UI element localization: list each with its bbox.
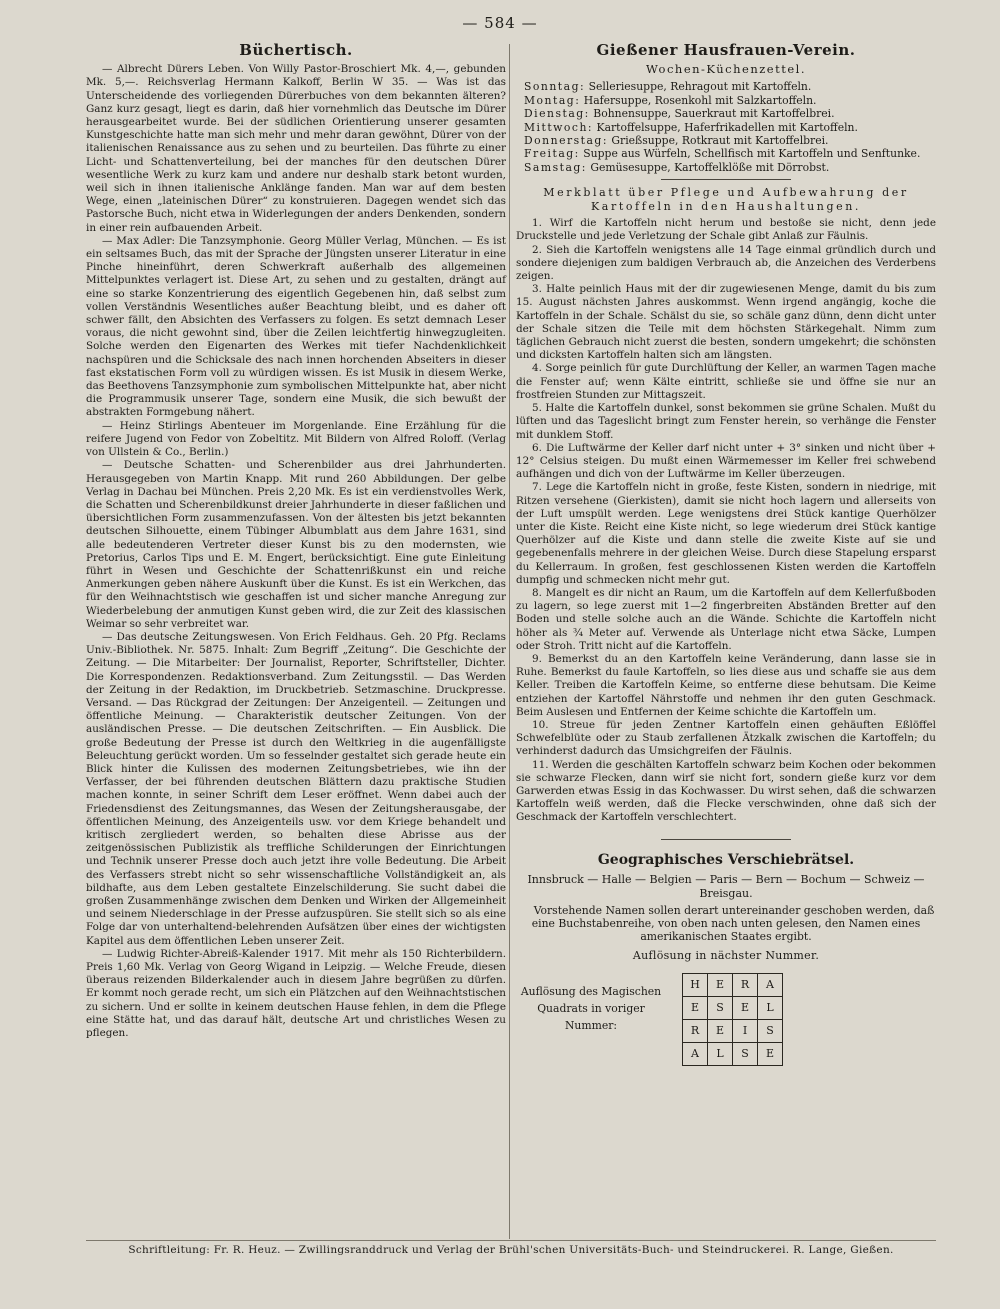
merkblatt-item: 4. Sorge peinlich für gute Durchlüftung der Keller, an warmen Tagen mache die Fenster auf; wenn Kälte eintritt, schließe sie und öffne sie nur an frostfreien Stunden zur Mittagszeit.	[516, 362, 936, 401]
square-cell: A	[683, 1042, 708, 1065]
square-cell: E	[708, 1019, 733, 1042]
merkblatt-item: 7. Lege die Kartoffeln nicht in große, feste Kisten, sondern in niedrige, mit Ritzen versehene (Gierkisten), damit sie nicht hoch lagern und allerseits von der Luft umspült werden. Lege wenigstens drei Stück kantige Querhölzer unter die Kiste. Reicht eine Kiste nicht, so lege wiederum drei Stück kantige Querhölzer auf die Kiste und dann stelle die zweite Kiste auf sie und gegebenenfalls mehrere in der gleichen Weise. Durch diese Stapelung ersparst du Kellerraum. In großen, fest geschlossenen Kisten werden die Kartoffeln dumpfig und schmecken nicht mehr gut.	[516, 481, 936, 586]
merkblatt-item: 6. Die Luftwärme der Keller darf nicht unter + 3° sinken und nicht über + 12° Celsius steigen. Du mußt einen Wärmemesser im Keller frei schwebend aufhängen und dich von der Luftwärme im Keller überzeugen.	[516, 441, 936, 481]
menu-line: Donnerstag: Grießsuppe, Rotkraut mit Kartoffelbrei.	[524, 134, 829, 148]
page-number: — 584 —	[462, 14, 538, 32]
geo-puzzle-title: Geographisches Verschiebrätsel.	[597, 851, 855, 868]
merkblatt-item: 3. Halte peinlich Haus mit der dir zugewiesenen Menge, damit du bis zum 15. August nächsten Jahres auskommst. Wenn irgend angängig, koche die Kartoffeln in der Schale. Schälst du sie, so schäle ganz dünn, denn dicht unter der Schale sitzen die Teile mit dem höchsten Stärkegehalt. Nimm zum täglichen Gebrauch nicht zuerst die besten, sondern umgekehrt; die schönsten und dicksten Kartoffeln halten sich am längsten.	[516, 283, 936, 362]
section-rule	[661, 839, 791, 840]
hausfrauen-verein-title: Gießener Hausfrauen-Verein.	[596, 41, 856, 59]
review-paragraph: — Albrecht Dürers Leben. Von Willy Pastor-Broschiert Mk. 4,—, gebunden Mk. 5,—. Reichsverlag Hermann Kalkoff, Berlin W 35. — Was ist das Unterscheidende des vorliegenden Dürerbuches von dem bekannten älteren? Ganz kurz gesagt, liegt es darin, daß hier vornehmlich das Deutsche im Dürer herausgearbeitet wurde. Bei der südlichen Orientierung unserer gesamten Kunstgeschichte hatte man sich mehr und mehr daran gewöhnt, Dürer von der italienischen Renaissance aus zu sehen und zu beurteilen. Das führte zu einer Licht- und Schattenverteilung, bei der manches für den deutschen Dürer wesentliche Werk zu kurz kam und andere nur deshalb stark betont wurden, weil sich in ihnen italienische Anklänge fanden. Man war auf dem besten Wege, einen „lateinischen Dürer“ zu konstruieren. Dagegen wendet sich das Pastorsche Buch, nicht etwa in Widerlegungen der anders Denkenden, sondern in einer rein aufbauenden Arbeit.	[86, 63, 506, 234]
square-cell: R	[733, 973, 758, 996]
menu-line: Samstag: Gemüsesuppe, Kartoffelklöße mit Dörrobst.	[524, 160, 830, 174]
square-row	[683, 1042, 783, 1065]
menu-line: Sonntag: Selleriesuppe, Rehragout mit Kartoffeln.	[524, 80, 812, 94]
menu-line: Montag: Hafersuppe, Rosenkohl mit Salzkartoffeln.	[524, 93, 817, 107]
magic-square	[682, 973, 783, 1066]
footer-rule	[86, 1240, 936, 1241]
square-cell: R	[683, 1019, 708, 1042]
square-cell: E	[683, 996, 708, 1019]
square-cell: S	[733, 1042, 758, 1065]
merkblatt-item: 10. Streue für jeden Zentner Kartoffeln einen gehäuften Eßlöffel Schwefelblüte oder zu Staub zerfallenen Ätzkalk zwischen die Kartoffeln; du verhinderst dadurch das Umsichgreifen der Fäulnis.	[516, 718, 936, 758]
buechertisch-title: Büchertisch.	[239, 41, 353, 59]
square-cell: H	[683, 973, 708, 996]
square-row	[683, 996, 783, 1019]
merkblatt-title: Merkblatt über Pflege und Aufbewahrung der Kartoffeln in den Haushaltungen.	[543, 186, 909, 213]
menu-line: Dienstag: Bohnensuppe, Sauerkraut mit Kartoffelbrei.	[524, 107, 835, 121]
review-paragraph: — Ludwig Richter-Abreiß-Kalender 1917. Mit mehr als 150 Richterbildern. Preis 1,60 Mk. Verlag von Georg Wigand in Leipzig. — Welche Freude, diesen überaus reizenden Bilderkalender auch in diesem Jahre begrüßen zu dürfen. Er kommt noch gerade recht, um sich ein Plätzchen auf den Weihnachtstischen zu sichern. Und er sollte in keinem deutschen Hause fehlen, in dem die Pflege eine Stätte hat, und das darauf hält, deutsche Art und christliches Wesen zu pflegen.	[86, 947, 506, 1040]
review-paragraph: — Heinz Stirlings Abenteuer im Morgenlande. Eine Erzählung für die reifere Jugend von Fedor von Zobeltitz. Mit Bildern von Alfred Roloff. (Verlag von Ullstein & Co., Berlin.)	[86, 419, 506, 459]
geo-puzzle-names: Innsbruck — Halle — Belgien — Paris — Bern — Bochum — Schweiz — Breisgau.	[527, 872, 925, 900]
menu-line: Mittwoch: Kartoffelsuppe, Haferfrikadellen mit Kartoffeln.	[524, 120, 858, 134]
square-cell: A	[758, 973, 783, 996]
merkblatt-item: 2. Sieh die Kartoffeln wenigstens alle 14 Tage einmal gründlich durch und sondere diejenigen zum baldigen Verbrauch ab, die Anzeichen des Verderbens zeigen.	[516, 243, 936, 283]
merkblatt-item: 11. Werden die geschälten Kartoffeln schwarz beim Kochen oder bekommen sie schwarze Flecken, dann wirf sie nicht fort, sondern gieße kurz vor dem Garwerden etwas Essig in das Kochwasser. Du wirst sehen, daß die schwarzen Kartoffeln weiß werden, daß die Flecke verschwinden, ohne daß sich der Geschmack der Kartoffeln verschlechtert.	[516, 758, 936, 824]
review-paragraph: — Max Adler: Die Tanzsymphonie. Georg Müller Verlag, München. — Es ist ein seltsames Buch, das mit der Sprache der Jüngsten unserer Literatur in eine Pinche hineinführt, deren Schwerkraft außerhalb des allgemeinen Mittelpunktes verlagert ist. Diese Art, zu sehen und zu gestalten, drängt auf eine so starke Konzentrierung des eigentlich Gegebenen hin, daß selbst zum vollen Verständnis Wesentliches außer Beachtung bleibt, und es daher oft schwer fällt, den Absichten des Verfassers zu folgen. Es setzt demnach Leser voraus, die nicht gewohnt sind, über die Zeilen leichtfertig hinwegzugleiten. Solche werden den Eigenarten des Werkes mit tiefer Nachdenklichkeit nachspüren und die Schicksale des nach innen horchenden Abseiters in dieser fast ekstatischen Form voll zu würdigen wissen. Es ist Musik in diesem Werke, das Beethovens Tanzsymphonie zum symbolischen Mittelpunkte hat, aber nicht die Programmusik unserer Tage, sondern eine Musik, die sich bewußt der abstrakten Formgebung nähert.	[86, 234, 506, 419]
square-cell: L	[708, 1042, 733, 1065]
square-cell: E	[733, 996, 758, 1019]
right-column	[516, 41, 936, 1073]
section-rule	[661, 179, 791, 180]
square-row	[683, 1019, 783, 1042]
square-cell: E	[758, 1042, 783, 1065]
review-paragraph: — Deutsche Schatten- und Scherenbilder aus drei Jahrhunderten. Herausgegeben von Martin Knapp. Mit rund 260 Abbildungen. Der gelbe Verlag in Dachau bei München. Preis 2,20 Mk. Es ist ein verdienstvolles Werk, die Schatten und Scherenbildkunst dreier Jahrhunderte in dieser faßlichen und übersichtlichen Form zusammenzufassen. Von der ältesten bis jetzt bekannten deutschen Silhouette, einem Tübinger Albumblatt aus dem Jahre 1631, sind alle bedeutenderen Vertreter dieser Kunst bis zu den modernsten, wie Pretorius, Carlos Tips und E. M. Engert, berücksichtigt. Eine gute Einleitung führt in Wesen und Geschichte der Schattenrißkunst ein und reiche Anmerkungen geben nähere Auskunft über die Kunst. Es ist ein Werkchen, das für den Weihnachtstisch wie geschaffen ist und sicher manche Anregung zur Wiederbelebung der anmutigen Kunst geben wird, die zur Zeit des klassischen Weimar so sehr verbreitet war.	[86, 459, 506, 630]
magic-square-section	[516, 973, 936, 1073]
geo-puzzle-description: Vorstehende Namen sollen derart untereinander geschoben werden, daß eine Buchstabenreihe, von oben nach unten gelesen, den Namen eines amerikanischen Staates ergibt.	[531, 903, 935, 944]
merkblatt-item: 5. Halte die Kartoffeln dunkel, sonst bekommen sie grüne Schalen. Mußt du lüften und das Tageslicht bringt zum Fenster herein, so verhänge die Fenster mit dunklem Stoff.	[516, 402, 936, 441]
square-cell: S	[708, 996, 733, 1019]
left-column	[86, 41, 506, 1040]
menu-line: Freitag: Suppe aus Würfeln, Schellfisch mit Kartoffeln und Senftunke.	[524, 147, 921, 161]
square-row	[683, 973, 783, 996]
magic-square-caption: Auflösung des Magischen Quadrats in voriger Nummer:	[520, 984, 662, 1032]
square-cell: S	[758, 1019, 783, 1042]
square-cell: L	[758, 996, 783, 1019]
imprint-footer: Schriftleitung: Fr. R. Heuz. — Zwillingsranddruck und Verlag der Brühl'schen Universitäts-Buch- und Steindruckerei. R. Lange, Gießen.	[128, 1244, 894, 1256]
weekly-menu	[516, 80, 936, 174]
square-cell: I	[733, 1019, 758, 1042]
merkblatt-item: 8. Mangelt es dir nicht an Raum, um die Kartoffeln auf dem Kellerfußboden zu lagern, so lege zuerst mit 1—2 fingerbreiten Abständen Bretter auf den Boden und stelle solche auch an die Wände. Schichte die Kartoffeln nicht höher als ¾ Meter auf. Verwende als Unterlage nicht etwa Säcke, Lumpen oder Stroh. Tritt nicht auf die Kartoffeln.	[516, 586, 936, 652]
merkblatt-item: 9. Bemerkst du an den Kartoffeln keine Veränderung, dann lasse sie in Ruhe. Bemerkst du faule Kartoffeln, so lies diese aus und schaffe sie aus dem Keller. Treiben die Kartoffeln Keime, so entferne diese behutsam. Die Keime entziehen der Kartoffel Nährstoffe und nehmen ihr den guten Geschmack. Beim Auslesen und Entfernen der Keime schichte die Kartoffeln um.	[516, 652, 936, 718]
column-divider	[509, 44, 510, 1239]
review-paragraph: — Das deutsche Zeitungswesen. Von Erich Feldhaus. Geh. 20 Pfg. Reclams Univ.-Bibliothek. Nr. 5875. Inhalt: Zum Begriff „Zeitung“. Die Geschichte der Zeitung. — Die Mitarbeiter: Der Journalist, Reporter, Schriftsteller, Dichter. Die Korrespondenzen. Redaktionsverband. Zum Zeitungsstil. — Das Werden der Zeitung in der Redaktion, im Druckbetrieb. Setzmaschine. Druckpresse. Versand. — Das Rückgrad der Zeitungen: Der Anzeigenteil. — Zeitungen und öffentliche Meinung. — Charakteristik deutscher Zeitungen. Von der ausländischen Presse. — Die deutschen Zeitschriften. — Ein Ausblick. Die große Bedeutung der Presse ist durch den Weltkrieg in die augenfälligste Beleuchtung gerückt worden. Um so fesselnder gestaltet sich gerade heute ein Blick hinter die Kulissen des modernen Zeitungsbetriebes, wie ihn der Verfasser, der bei führenden deutschen Blättern dazu praktische Studien machen konnte, in seiner Schrift dem Leser eröffnet. Wenn dabei auch der Friedensdienst des Zeitungsmannes, das Wesen der Zeitungsherausgabe, der öffentlichen Meinung, des Anzeigenteils usw. vor dem Kriege behandelt und kritisch zergliedert werden, so behalten diese Abrisse aus der zeitgenössischen Publizistik als treffliche Schilderungen der Einrichtungen und Technik unserer Presse doch auch jetzt ihre volle Bedeutung. Die Arbeit des Verfassers strebt nicht so sehr wissenschaftliche Vollständigkeit an, als bildhafte, aus dem Leben gestaltete Einzelschilderung. Sie sucht dabei die großen Zusammenhänge zwischen dem Denken und Wirken der Allgemeinheit und seinem Niederschlage in der Presse aufzuspüren. Sie stellt sich so als eine Folge dar von unterhaltend-belehrenden Aufsätzen über eines der wichtigsten Kapitel aus dem öffentlichen Leben unserer Zeit.	[86, 630, 506, 947]
square-cell: E	[708, 973, 733, 996]
menu-title: Wochen-Küchenzettel.	[646, 62, 806, 77]
merkblatt-item: 1. Wirf die Kartoffeln nicht herum und bestoße sie nicht, denn jede Druckstelle und jede Verletzung der Schale gibt Anlaß zur Fäulnis.	[516, 217, 936, 243]
geo-solution-note: Auflösung in nächster Nummer.	[632, 949, 820, 963]
